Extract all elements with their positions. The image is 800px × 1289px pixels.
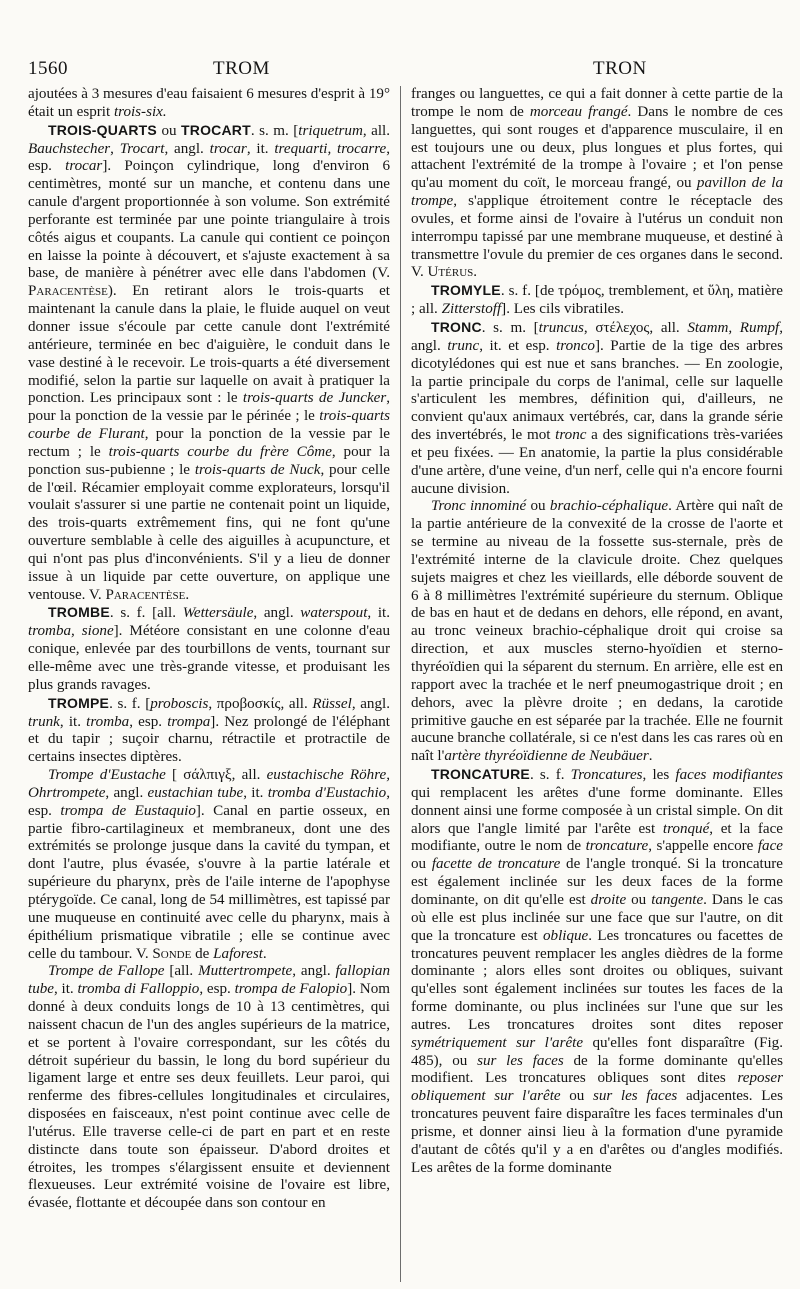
entry-trombe: TROMBE. s. f. [all. Wettersäule, angl. waterspout, it. tromba, sione]. Météore consistant en une colonne d'eau conique, enlevée par des tourbillons de vents, tournant sur elle-même avec une très-grande vitesse, et produisant les plus grands ravages.: [28, 604, 390, 693]
headword: TROMYLE: [431, 282, 501, 299]
headword: TROMBE: [48, 604, 110, 621]
running-head-left: TROM: [213, 58, 270, 79]
page-number: 1560: [28, 58, 68, 79]
headword: TRONC: [431, 318, 482, 335]
left-column: [28, 86, 390, 1213]
entry-trois-quarts: TROIS-QUARTS ou TROCART. s. m. [triquetrum, all. Bauchstecher, Trocart, angl. trocar, it. trequarti, trocarre, esp. trocar]. Poinçon cylindrique, long d'environ 6 centimètres, monté sur un manche, et contenu dans une canule d'argent proportionnée à son volume. Son extrémité perforante est terminée par une pointe triangulaire à trois côtés aigus et coupants. La canule qui contient ce poinçon en laisse la pointe à découvert, et s'ajuste exactement à sa base, de manière à pénétrer avec elle dans l'abdomen (V. Paracentèse). En retirant alors le trois-quarts et maintenant la canule dans la plaie, le fluide auquel on veut donner issue s'écoule par cette canule dont l'extrémité antérieure, terminée en bec d'aiguière, le conduit dans le vase destiné à le recevoir. Le trois-quarts a été diversement modifié, selon la partie sur laquelle on avait à pratiquer la ponction. Les principaux sont : le trois-quarts de Juncker, pour la ponction de la vessie par le périnée ; le trois-quarts courbe de Flurant, pour la ponction de la vessie par le rectum ; le trois-quarts courbe du frère Côme, pour la ponction sus-pubienne ; le trois-quarts de Nuck, pour celle de l'œil. Récamier employait comme explorateurs, lorsqu'il voulait s'assurer si une partie ne contenait point un liquide, des trois-quarts extrêmement fins, qui ne font qu'une ouverture semblable à celle des aiguilles à acupuncture, et qui n'ont pas plus d'inconvénients. S'il y a lieu de donner issue à un liquide par cette ouverture, on applique une ventouse. V. Paracentèse.: [28, 121, 391, 603]
entry-trompe-eustache: Trompe d'Eustache [ σάλπιγξ, all. eustachische Röhre, Ohrtrompete, angl. eustachian tube, it. tromba d'Eustachio, esp. trompa de Eustaquio]. Canal en partie osseux, en partie fibro-cartilagineux et membraneux, dont une des extrémités se prolonge jusque dans la cavité du tympan, et dont l'autre, plus évasée, s'ouvre à la partie latérale et supérieure du pharynx, près de l'aile interne de l'apophyse ptérygoïde. Ce canal, long de 54 millimètres, est tapissé par une muqueuse en continuité avec celle du pharynx, mais à épithélium prismatique vibratile ; elle se continue avec celle du tambour. V. Sonde de Laforest.: [28, 767, 391, 962]
running-head-right: TRON: [593, 58, 647, 79]
headword: TROIS-QUARTS: [48, 121, 157, 138]
running-head: [28, 58, 784, 82]
headword: TROMPE: [48, 694, 110, 711]
entry-tromyle: TROMYLE. s. f. [de τρόμος, tremblement, et ὕλη, matière ; all. Zitterstoff]. Les cils vibratiles.: [411, 282, 783, 318]
entry-continuation: franges ou languettes, ce qui a fait donner à cette partie de la trompe le nom de morceau frangé. Dans le nombre de ces languettes, qui sont rouges et d'apparence musculaire, il en est toujours une ou deux, plus longues et plus fortes, qui attachent l'extrémité de la trompe à l'ovaire ; et l'on pense qu'au moment du coït, le morceau frangé, ou pavillon de la trompe, s'applique étroitement contre le réceptacle des ovules, et forme ainsi de l'ovaire à l'utérus un conduit non interrompu tapissé par une membrane muqueuse, et destiné à transmettre l'ovule du premier de ces organes dans le second. V. Utérus.: [411, 86, 783, 281]
right-column: [411, 86, 783, 1177]
entry-tronc-innomine: Tronc innominé ou brachio-céphalique. Artère qui naît de la partie antérieure de la convexité de la crosse de l'aorte et se termine au niveau de la fossette sus-sternale, près de l'extrémité interne de la clavicule droite. Chez quelques sujets maigres et chez les vieillards, elle déborde souvent de 6 à 8 millimètres l'extrémité supérieure du sternum. Oblique de bas en haut et de dedans en dehors, elle répond, en avant, au tronc veineux brachio-céphalique droit qui croise sa direction, et aux muscles sterno-hyoïdien et sterno-thyréoïdien qui la séparent du sternum. En arrière, elle est en rapport avec la trachée et le nerf pneumogastrique droit ; en dehors, avec la plèvre droite ; en dedans, la carotide primitive gauche en est séparée par la trachée. Elle ne fournit aucune branche collatérale, si ce n'est dans les cas rares où en naît l'artère thyréoïdienne de Neubäuer.: [411, 498, 784, 765]
entry-trompe-fallope: Trompe de Fallope [all. Muttertrompete, angl. fallopian tube, it. tromba di Falloppio, esp. trompa de Falopio]. Nom donné à deux conduits longs de 10 à 13 centimètres, qui naissent chacun de l'un des angles supérieurs de la matrice, et se portent à l'ovaire correspondant, sur les côtés du détroit supérieur du bassin, le long du bord supérieur du ligament large et entre ses deux feuillets. Leur paroi, qui renferme des fibres-cellules longitudinales et circulaires, disposées en faisceaux, n'est point continue avec celle de l'utérus. Elle traverse celle-ci de part en part et en reste distincte dans toute son épaisseur. D'abord droites et étroites, les trompes s'élargissent ensuite et deviennent flexueuses. Leur extrémité voisine de l'ovaire est libre, évasée, flottante et découpée dans son contour en: [28, 963, 390, 1212]
entry-continuation: ajoutées à 3 mesures d'eau faisaient 6 mesures d'esprit à 19° était un esprit trois-six.: [28, 86, 390, 120]
headword: TROCART: [181, 121, 251, 138]
column-divider: [400, 86, 401, 1282]
entry-trompe: TROMPE. s. f. [proboscis, προβοσκίς, all. Rüssel, angl. trunk, it. tromba, esp. trompa]. Nez prolongé de l'éléphant et du tapir ; suçoir charnu, rétractile et protractile de certains insectes diptères.: [28, 694, 391, 766]
entry-troncature: TRONCATURE. s. f. Troncatures, les faces modifiantes qui remplacent les arêtes d'une forme dominante. Elles donnent ainsi une forme composée à un cristal simple. On dit alors que l'angle limité par l'arête est tronqué, et la face modifiante, outre le nom de troncature, s'appelle encore face ou facette de troncature de l'angle tronqué. Si la troncature est également inclinée sur les deux faces de la forme dominante, on dit qu'elle est droite ou tangente. Dans le cas où elle est plus inclinée sur une face que sur l'autre, on dit que la troncature est oblique. Les troncatures ou facettes de troncatures peuvent remplacer les angles dièdres de la forme dominante ; alors elles sont droites ou obliques, suivant qu'elles sont également inclinées sur toutes les faces de la forme dominante, ou plus inclinées sur l'une que sur les autres. Les troncatures droites sont dites reposer symétriquement sur l'arête qu'elles font disparaître (Fig. 485), ou sur les faces de la forme dominante qu'elles modifient. Les troncatures obliques sont dites reposer obliquement sur l'arête ou sur les faces adjacentes. Les troncatures peuvent faire disparaître les faces terminales d'un prisme, et donner ainsi lieu à la formation d'une pyramide d'autant de côtés qu'il y a en d'arêtes ou d'angles modifiés. Les arêtes de la forme dominante: [411, 766, 784, 1176]
entry-tronc: TRONC. s. m. [truncus, στέλεχος, all. Stamm, Rumpf, angl. trunc, it. et esp. tronco]. Partie de la tige des arbres dicotylédones qui est nue et sans branches. — En zoologie, la partie principale du corps de l'animal, celle sur laquelle s'articulent les membres, définition qui, d'ailleurs, ne convient qu'aux animaux vertébrés, car, dans la grande série des invertébrés, le mot tronc a des significations très-variées et peu fixées. — En anatomie, la partie la plus considérable d'une artère, d'une veine, d'un nerf, celle qui n'a encore fourni aucune division.: [411, 318, 783, 497]
headword: TRONCATURE: [431, 766, 530, 783]
